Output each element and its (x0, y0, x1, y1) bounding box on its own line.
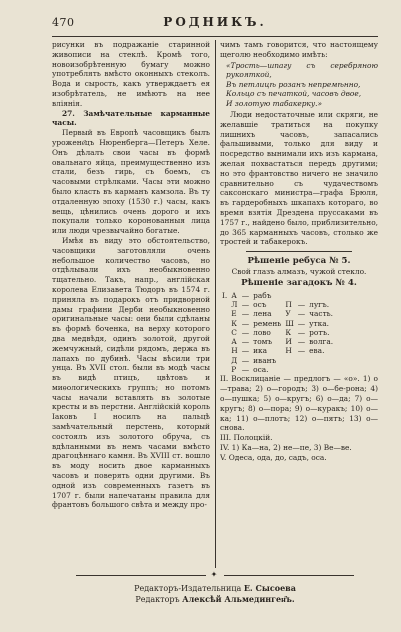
editor-publisher-name: Е. Сысоева (243, 583, 296, 593)
ladder-cell: Л (231, 299, 238, 309)
page-number: 470 (52, 16, 75, 29)
word-ladder-row (220, 319, 335, 328)
ladder-cell: — (241, 290, 250, 300)
editor-publisher-label: Редакторъ-Издательница (134, 584, 242, 593)
journal-title: РОДНИКЪ. (163, 15, 267, 29)
editor-publisher-line (52, 583, 378, 594)
editor-line (52, 594, 378, 605)
paragraph: рисунки въ подражаніе старинной живописи на стеклѣ. Кромѣ того, новоизобрѣтенную бумагу можно употреблять вмѣсто оконныхъ стеколъ. Вода и сырость, какъ утверждаетъ ея изобрѣтатель, не имѣютъ на нее вліянія. (52, 40, 210, 108)
verse-line: Въ петлицѣ розанъ непремѣнно, (226, 79, 361, 89)
ladder-cell: — (241, 346, 250, 356)
ladder-label (220, 319, 229, 328)
ladder-cell: лугъ. (309, 299, 330, 309)
editor-label: Редакторъ (135, 595, 180, 604)
section-rule (246, 251, 352, 252)
ladder-cell: — (241, 309, 250, 319)
ladder-label: I. (222, 290, 228, 300)
ladder-label (220, 300, 229, 309)
ladder-cell: — (241, 365, 250, 375)
word-ladder-row (220, 365, 335, 374)
ladder-label (220, 309, 229, 318)
riddle-answer-2: II. Восклицаніе — предлогъ — «о». 1) о—трава; 2) о—городъ; 3) о—бе-рона; 4) о—пушка; 5) о—кругъ; 6) о—да; 7) о—кругъ; 8) о—пора; 9) о—куракъ; 10) о—ка; 11) о—плотъ; 12) о—пятъ; 13) о—снова. (220, 374, 378, 433)
verse-line: И золотую табакерку.» (226, 98, 323, 108)
ladder-label (220, 328, 229, 337)
ladder-cell: ика (253, 346, 268, 356)
ladder-cell: — (297, 337, 306, 347)
ladder-label (220, 337, 229, 346)
ladder-cell: лена (253, 309, 272, 319)
riddle-answer-5: V. Одеса, ода, до, садъ, оса. (220, 452, 327, 462)
ladder-cell: — (297, 346, 306, 356)
ladder-cell: Е (231, 309, 237, 319)
ladder-cell (296, 356, 307, 365)
ladder-cell: ева. (309, 346, 325, 356)
ladder-cell (283, 365, 295, 374)
header-rule (52, 36, 378, 37)
ladder-cell: К (285, 327, 292, 337)
column-divider (215, 40, 216, 568)
ladder-cell (296, 365, 307, 374)
ladder-cell: Ш (285, 318, 294, 328)
ladder-cell: рабъ (253, 290, 272, 300)
word-ladder-row (220, 356, 335, 365)
ladder-cell: А (231, 290, 237, 300)
ladder-cell: А (231, 337, 237, 347)
ladder-cell: лово (253, 327, 271, 337)
ladder-cell: иванъ (253, 355, 277, 365)
paragraph: Люди недостаточные или скряги, не желавшіе тратиться на покупку лишнихъ часовъ, запасались фальшивыми, только для виду и посредство вынимали ихъ изъ кармана, желая похвастаться передъ другими; но это франтовство ничего не значило сравнительно съ чудачествомъ саксонскаго министра—графа Брюля, въ гардеробныхъ шкапахъ котораго, во время взятія Дрездена пруссаками въ 1757 г., найдено было, приблизительно, до 365 карманныхъ часовъ, столько же тростей и табакерокъ. (220, 110, 378, 247)
ladder-cell: часть. (309, 309, 334, 319)
ladder-cell: осъ (253, 299, 267, 309)
ladder-cell (307, 365, 335, 374)
ladder-cell: — (297, 318, 306, 328)
ladder-cell: Р (231, 365, 237, 375)
ladder-label (220, 356, 229, 365)
ladder-cell: И (285, 337, 292, 347)
ladder-cell: томъ (253, 337, 273, 347)
running-header (52, 16, 378, 34)
verse-line: «Трость—шпагу съ серебряною рукояткой, (226, 60, 378, 80)
editor-name: Алексѣй Альмединген҃ъ. (182, 594, 295, 604)
ladder-cell: У (285, 309, 291, 319)
riddle-answer-4: IV. 1) Ка—на, 2) не—пе, 3) Ве—ве. (220, 442, 352, 452)
ladder-label (220, 346, 229, 355)
ladder-cell (307, 356, 335, 365)
verse-line: Кольцо съ печаткой, часовъ двое, (226, 89, 362, 99)
ladder-cell: волга. (309, 337, 334, 347)
quoted-verse (220, 61, 378, 109)
ladder-cell: ремень (253, 318, 282, 328)
paragraph: Имѣя въ виду это обстоятельство, часовщики заготовляли очень небольшое количество часовъ, но отдѣлывали ихъ необыкновенно тщательно. Такъ, напр., англійская королева Елизавета Тюдоръ въ 1574 г. приняла въ подарокъ отъ придворной дамы графини Дерби необыкновенно оригинальные часы: они были сдѣланы въ формѣ боченка, на верху которого два медвѣдя, одинъ золотой, другой жемчужный, сидѣли рядомъ, держа въ лапахъ по дубинѣ. Часы вѣсили три унца. Въ XVII стол. были въ модѣ часы въ видѣ птицъ, цвѣтовъ и миѳологическихъ группъ; но потомъ часы начали вставлять въ золотые кресты и въ перстни. Англійскій король Іаковъ I носилъ на пальцѣ замѣчательный перстень, который состоялъ изъ золотого обруча, съ вдѣланными въ немъ часами вмѣсто драгоцѣннаго камня. Въ XVIII ст. вошло въ моду носить двое карманныхъ часовъ и поверять одни другими. Въ одной изъ современныхъ газетъ въ 1707 г. были напечатаны правила для франтовъ большого свѣта и между про- (52, 235, 210, 510)
word-ladder-row (220, 328, 335, 337)
ladder-cell (296, 291, 307, 300)
word-ladder-row (220, 337, 335, 346)
editors-block (52, 583, 378, 605)
riddles-solution-title: Рѣшеніе загадокъ № 4. (241, 277, 357, 288)
word-ladder-row (220, 291, 335, 300)
ornament-divider: ✦ (52, 570, 378, 579)
ladder-cell (283, 291, 295, 300)
paragraph: чимъ тамъ говорится, что настоящему щеголю необходимо имѣть: (220, 40, 378, 59)
ladder-cell: — (241, 299, 250, 309)
ladder-cell: — (297, 299, 306, 309)
right-column (220, 40, 378, 462)
ladder-cell: С (231, 327, 237, 337)
section-heading: 27. Замѣчательные карманные часы. (52, 108, 210, 128)
left-column (52, 40, 210, 510)
ladder-cell: — (297, 309, 306, 319)
ladder-cell: Н (231, 346, 238, 356)
ladder-label (220, 365, 229, 374)
ladder-cell: Н (285, 346, 292, 356)
ladder-cell: — (241, 337, 250, 347)
word-ladder-row (220, 346, 335, 355)
ladder-cell: утка. (309, 318, 329, 328)
ladder-cell: П (285, 299, 292, 309)
rebus-solution-title: Рѣшеніе ребуса № 5. (247, 256, 351, 267)
ladder-cell: — (241, 327, 250, 337)
ladder-cell: — (241, 318, 250, 328)
ladder-cell: оса. (253, 365, 269, 375)
riddle-answer-3: III. Полоцкій. (220, 433, 273, 443)
ladder-cell (283, 356, 295, 365)
rebus-solution-text: Свой глазъ алмазъ, чужой стекло. (231, 267, 367, 277)
word-ladder-table (220, 291, 335, 375)
ladder-cell: К (231, 318, 238, 328)
word-ladder-row (220, 309, 335, 318)
paragraph: Первый въ Европѣ часовщикъ былъ урожене҃цъ Нюренберга—Петеръ Хеле. Онъ дѣлалъ свои часы въ формѣ овальнаго яйца, преимущественно изъ стали, безъ гирь, съ боемъ, съ часовыми стрѣлками. Часы эти можно было класть въ карманъ камзола. Въ ту отдаленную эпоху (1530 г.) часы, какъ вещь, цѣнились очень дорого и ихъ покупали только коронованныя лица или люди чрезвычайно богатые. (52, 128, 210, 236)
ladder-cell: ротъ. (309, 327, 330, 337)
ladder-cell (307, 291, 335, 300)
word-ladder-row (220, 300, 335, 309)
ladder-cell: — (241, 355, 250, 365)
ladder-cell: Д (231, 355, 238, 365)
ladder-cell: — (297, 327, 306, 337)
